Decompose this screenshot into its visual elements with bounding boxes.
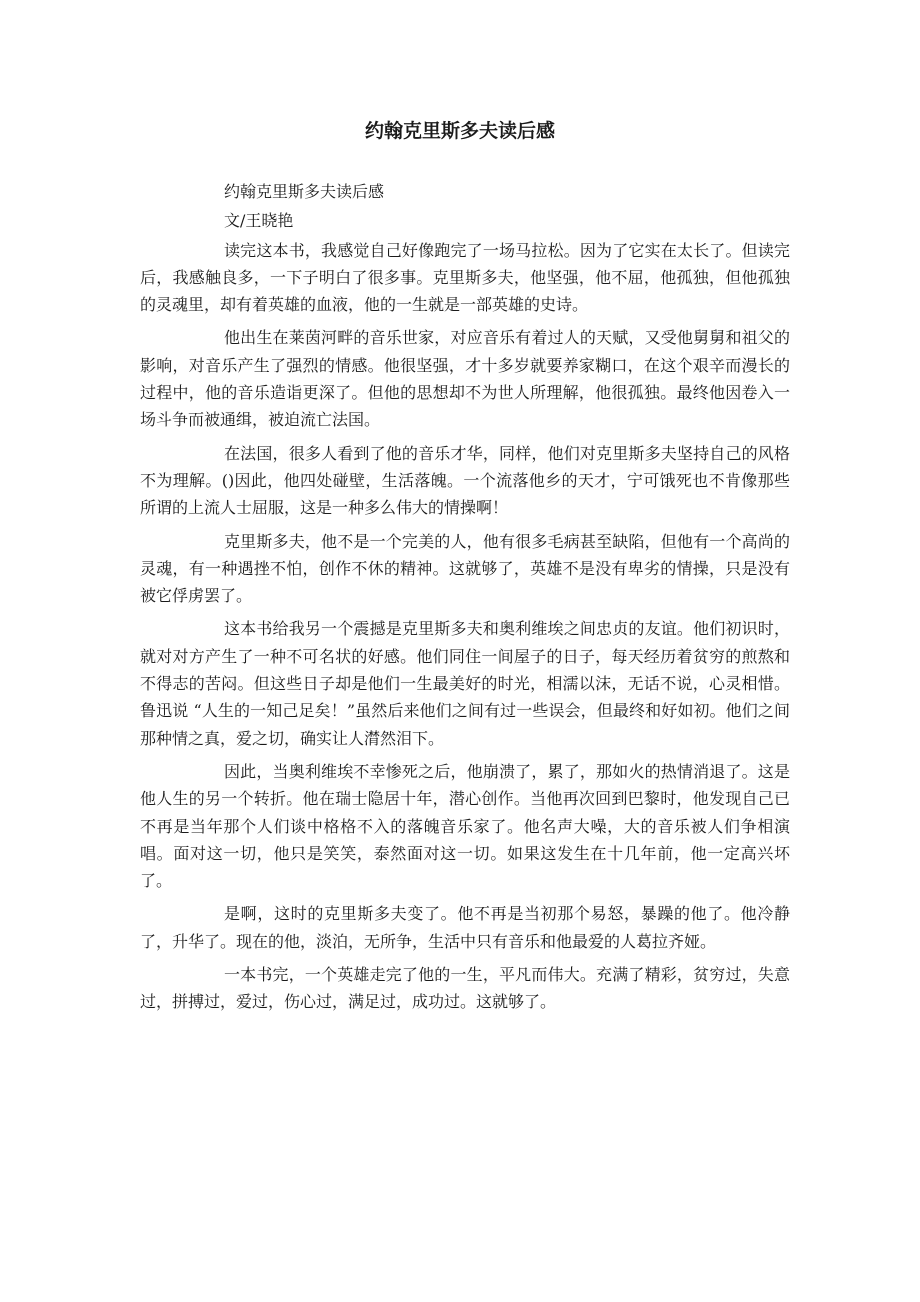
article-subtitle: 约翰克里斯多夫读后感: [224, 182, 385, 201]
paragraph: 是啊，这时的克里斯多夫变了。他不再是当初那个易怒，暴躁的他了。他冷静了，升华了。现在的他，淡泊，无所争，生活中只有音乐和他最爱的人葛拉齐娅。: [140, 904, 790, 951]
paragraph: 因此，当奥利维埃不幸惨死之后，他崩溃了，累了，那如火的热情消退了。这是他人生的另一个转折。他在瑞士隐居十年，潜心创作。当他再次回到巴黎时，他发现自己已不再是当年那个人们谈中格格不入的落魄音乐家了。他名声大噪，大的音乐被人们争相演唱。面对这一切，他只是笑笑，泰然面对这一切。如果这发生在十几年前，他一定高兴坏了。: [140, 761, 790, 891]
paragraph: 一本书完，一个英雄走完了他的一生，平凡而伟大。充满了精彩，贫穷过，失意过，拼搏过，爱过，伤心过，满足过，成功过。这就够了。: [140, 965, 790, 1012]
paragraph: 读完这本书，我感觉自己好像跑完了一场马拉松。因为了它实在太长了。但读完后，我感触良多，一下子明白了很多事。克里斯多夫，他坚强，他不屈，他孤独，但他孤独的灵魂里，却有着英雄的血液，他的一生就是一部英雄的史诗。: [140, 240, 790, 315]
paragraph: 在法国，很多人看到了他的音乐才华，同样，他们对克里斯多夫坚持自己的风格不为理解。()因此，他四处碰壁，生活落魄。一个流落他乡的天才，宁可饿死也不肯像那些所谓的上流人士屈服，这是一种多么伟大的情操啊！: [140, 443, 790, 518]
document-body: [140, 178, 790, 1016]
document-title: 约翰克里斯多夫读后感: [364, 120, 555, 142]
paragraph: 他出生在莱茵河畔的音乐世家，对应音乐有着过人的天赋，又受他舅舅和祖父的影响，对音乐产生了强烈的情感。他很坚强，才十多岁就要养家糊口，在这个艰辛而漫长的过程中，他的音乐造诣更深了。但他的思想却不为世人所理解，他很孤独。最终他因卷入一场斗争而被通缉，被迫流亡法国。: [140, 328, 790, 430]
paragraph: 克里斯多夫，他不是一个完美的人，他有很多毛病甚至缺陷，但他有一个高尚的灵魂，有一种遇挫不怕，创作不休的精神。这就够了，英雄不是没有卑劣的情操，只是没有被它俘虏罢了。: [140, 531, 790, 606]
paragraph: 这本书给我另一个震撼是克里斯多夫和奥利维埃之间忠贞的友谊。他们初识时，就对对方产生了一种不可名状的好感。他们同住一间屋子的日子，每天经历着贫穷的煎熬和不得志的苦闷。但这些日子却是他们一生最美好的时光，相濡以沫，无话不说，心灵相惜。鲁迅说 “人生的一知己足矣！”虽然后来他们之间有过一些误会，但最终和好如初。他们之间那种情之真，爱之切，确实让人潸然泪下。: [140, 619, 790, 748]
article-author: 文/王晓艳: [224, 211, 294, 231]
